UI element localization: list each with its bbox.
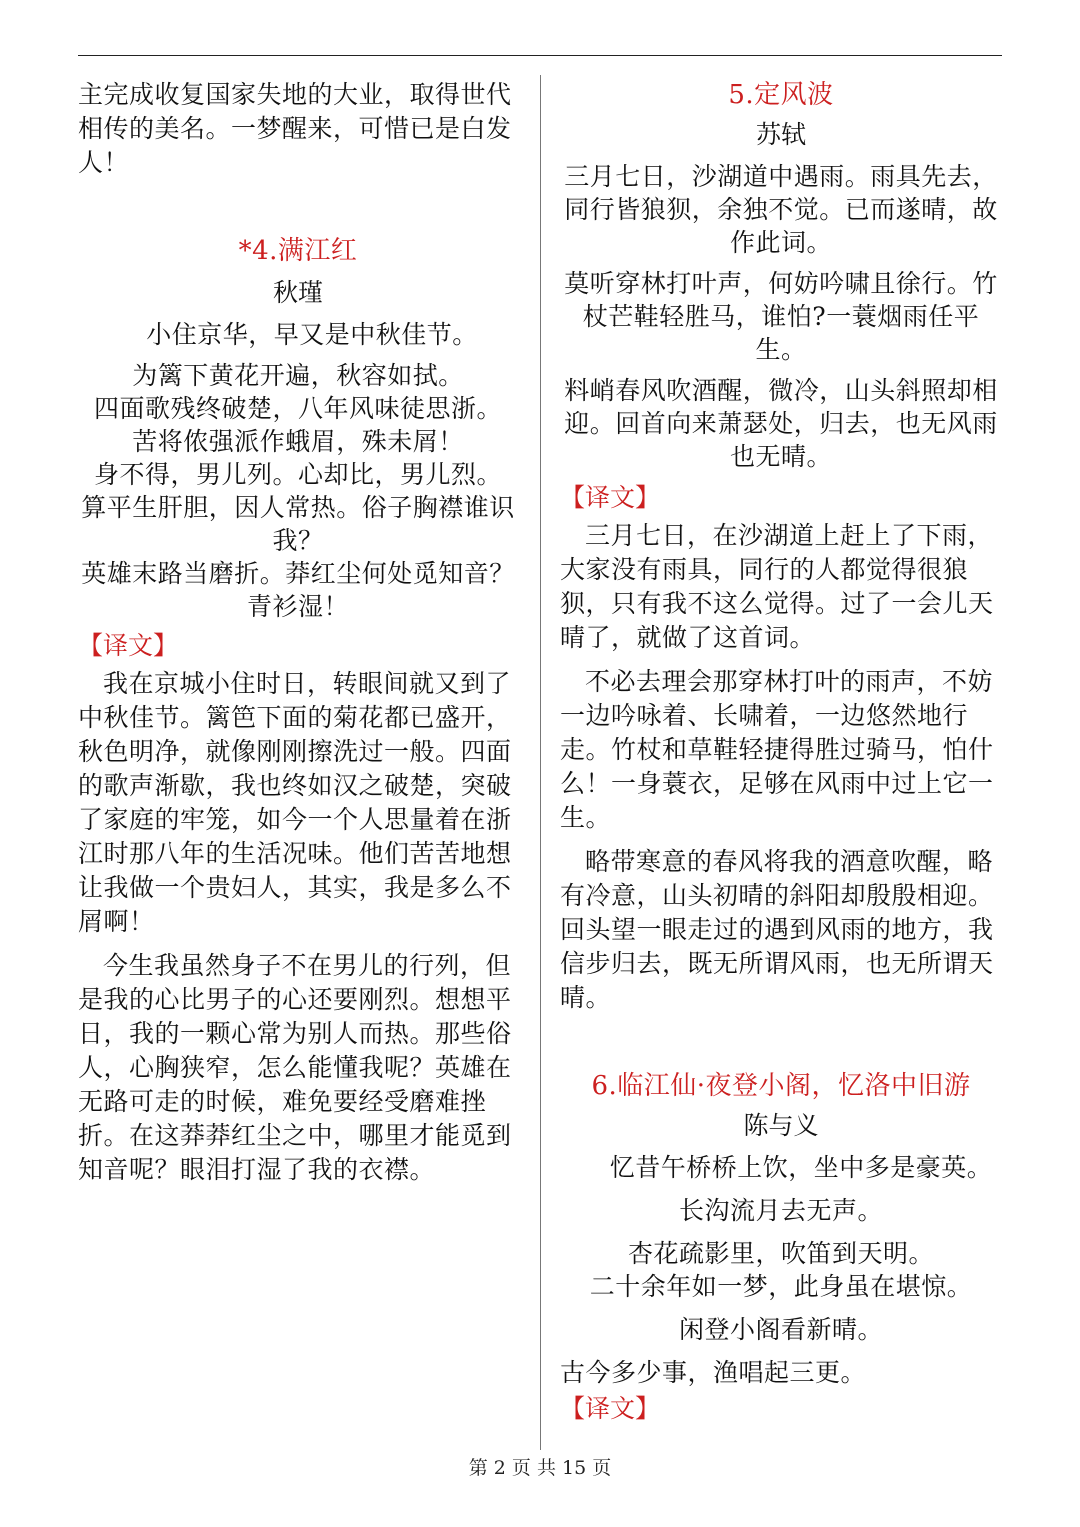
header-rule [78, 55, 1002, 56]
translation-paragraph: 三月七日，在沙湖道上赶上了下雨，大家没有雨具，同行的人都觉得很狼狈，只有我不这么觉得。过了一会儿天晴了，就做了这首词。 [560, 521, 994, 652]
poem-line: 为篱下黄花开遍，秋容如拭。 [132, 361, 464, 390]
right-column [560, 78, 1002, 1426]
poem-text [78, 318, 518, 623]
translation-label: 【译文】 [560, 1394, 661, 1423]
translation-paragraph: 不必去理会那穿林打叶的雨声，不妨一边吟咏着、长啸着，一边悠然地行走。竹杖和草鞋轻捷得胜过骑马，怕什么！一身蓑衣，足够在风雨中过上它一生。 [560, 667, 994, 832]
translation-paragraph: 今生我虽然身子不在男儿的行列，但是我的心比男子的心还要刚烈。想想平日，我的一颗心常为别人而热。那些俗人，心胸狭窄，怎么能懂我呢？英雄在无路可走的时候，难免要经受磨难挫折。在这莽莽红尘之中，哪里才能觅到知音呢？眼泪打湿了我的衣襟。 [78, 951, 512, 1184]
poem-line: 忆昔午桥桥上饮，坐中多是豪英。 [609, 1153, 993, 1182]
poem-line: 身不得，男儿列。心却比，男儿烈。 [93, 460, 502, 489]
translation-paragraph: 我在京城小住时日，转眼间就又到了中秋佳节。篱笆下面的菊花都已盛开，秋色明净，就像刚刚擦洗过一般。四面的歌声渐歇，我也终如汉之破楚，突破了家庭的牢笼，如今一个人思量着在浙江时那八年的生活况味。他们苦苦地想让我做一个贵妇人，其实，我是多么不屑啊！ [78, 669, 512, 936]
continued-translation: 主完成收复国家失地的大业，取得世代相传的美名。一梦醒来，可惜已是白发人！ [78, 80, 512, 177]
column-divider [540, 75, 541, 1450]
poem-author: 秋瑾 [272, 278, 323, 307]
poem-line: 英雄末路当磨折。莽红尘何处觅知音？青衫湿！ [81, 559, 515, 621]
poem-preface: 三月七日，沙湖道中遇雨。雨具先去，同行皆狼狈，余独不觉。已而遂晴，故作此词。 [564, 162, 998, 257]
poem-title: *4.满江红 [238, 236, 358, 266]
translation-paragraph: 略带寒意的春风将我的酒意吹醒，略有冷意，山头初晴的斜阳却殷殷相迎。回头望一眼走过的遇到风雨的地方，我信步归去，既无所谓风雨，也无所谓天晴。 [560, 847, 994, 1012]
poem-line: 苦将侬强派作蛾眉，殊未屑！ [132, 427, 464, 456]
poem-line: 闲登小阁看新晴。 [678, 1315, 883, 1344]
left-column [78, 78, 518, 1187]
poem-line: 小住京华，早又是中秋佳节。 [146, 320, 478, 349]
poem-author: 陈与义 [743, 1111, 819, 1140]
translation-label: 【译文】 [78, 631, 179, 660]
poem-stanza: 莫听穿林打叶声，何妨吟啸且徐行。竹杖芒鞋轻胜马，谁怕?一蓑烟雨任平生。 [564, 269, 998, 364]
poem-line: 算平生肝胆，因人常热。俗子胸襟谁识我？ [81, 493, 515, 555]
poem-author: 苏轼 [755, 120, 806, 149]
poem-line: 四面歌残终破楚，八年风味徒思浙。 [93, 394, 502, 423]
poem-title: 6.临江仙·夜登小阁，忆洛中旧游 [591, 1071, 971, 1101]
poem-text [560, 1151, 1002, 1390]
translation-label: 【译文】 [560, 483, 661, 512]
poem-line: 二十余年如一梦，此身虽在堪惊。 [589, 1272, 973, 1301]
poem-title: 5.定风波 [728, 80, 834, 110]
poem-line: 杏花疏影里，吹笛到天明。 [627, 1239, 934, 1268]
page-number: 第 2 页 共 15 页 [468, 1457, 612, 1479]
poem-line: 长沟流月去无声。 [678, 1196, 883, 1225]
poem-stanza: 料峭春风吹酒醒，微冷，山头斜照却相迎。回首向来萧瑟处，归去，也无风雨也无晴。 [564, 376, 998, 471]
poem-line: 古今多少事，渔唱起三更。 [560, 1358, 867, 1387]
